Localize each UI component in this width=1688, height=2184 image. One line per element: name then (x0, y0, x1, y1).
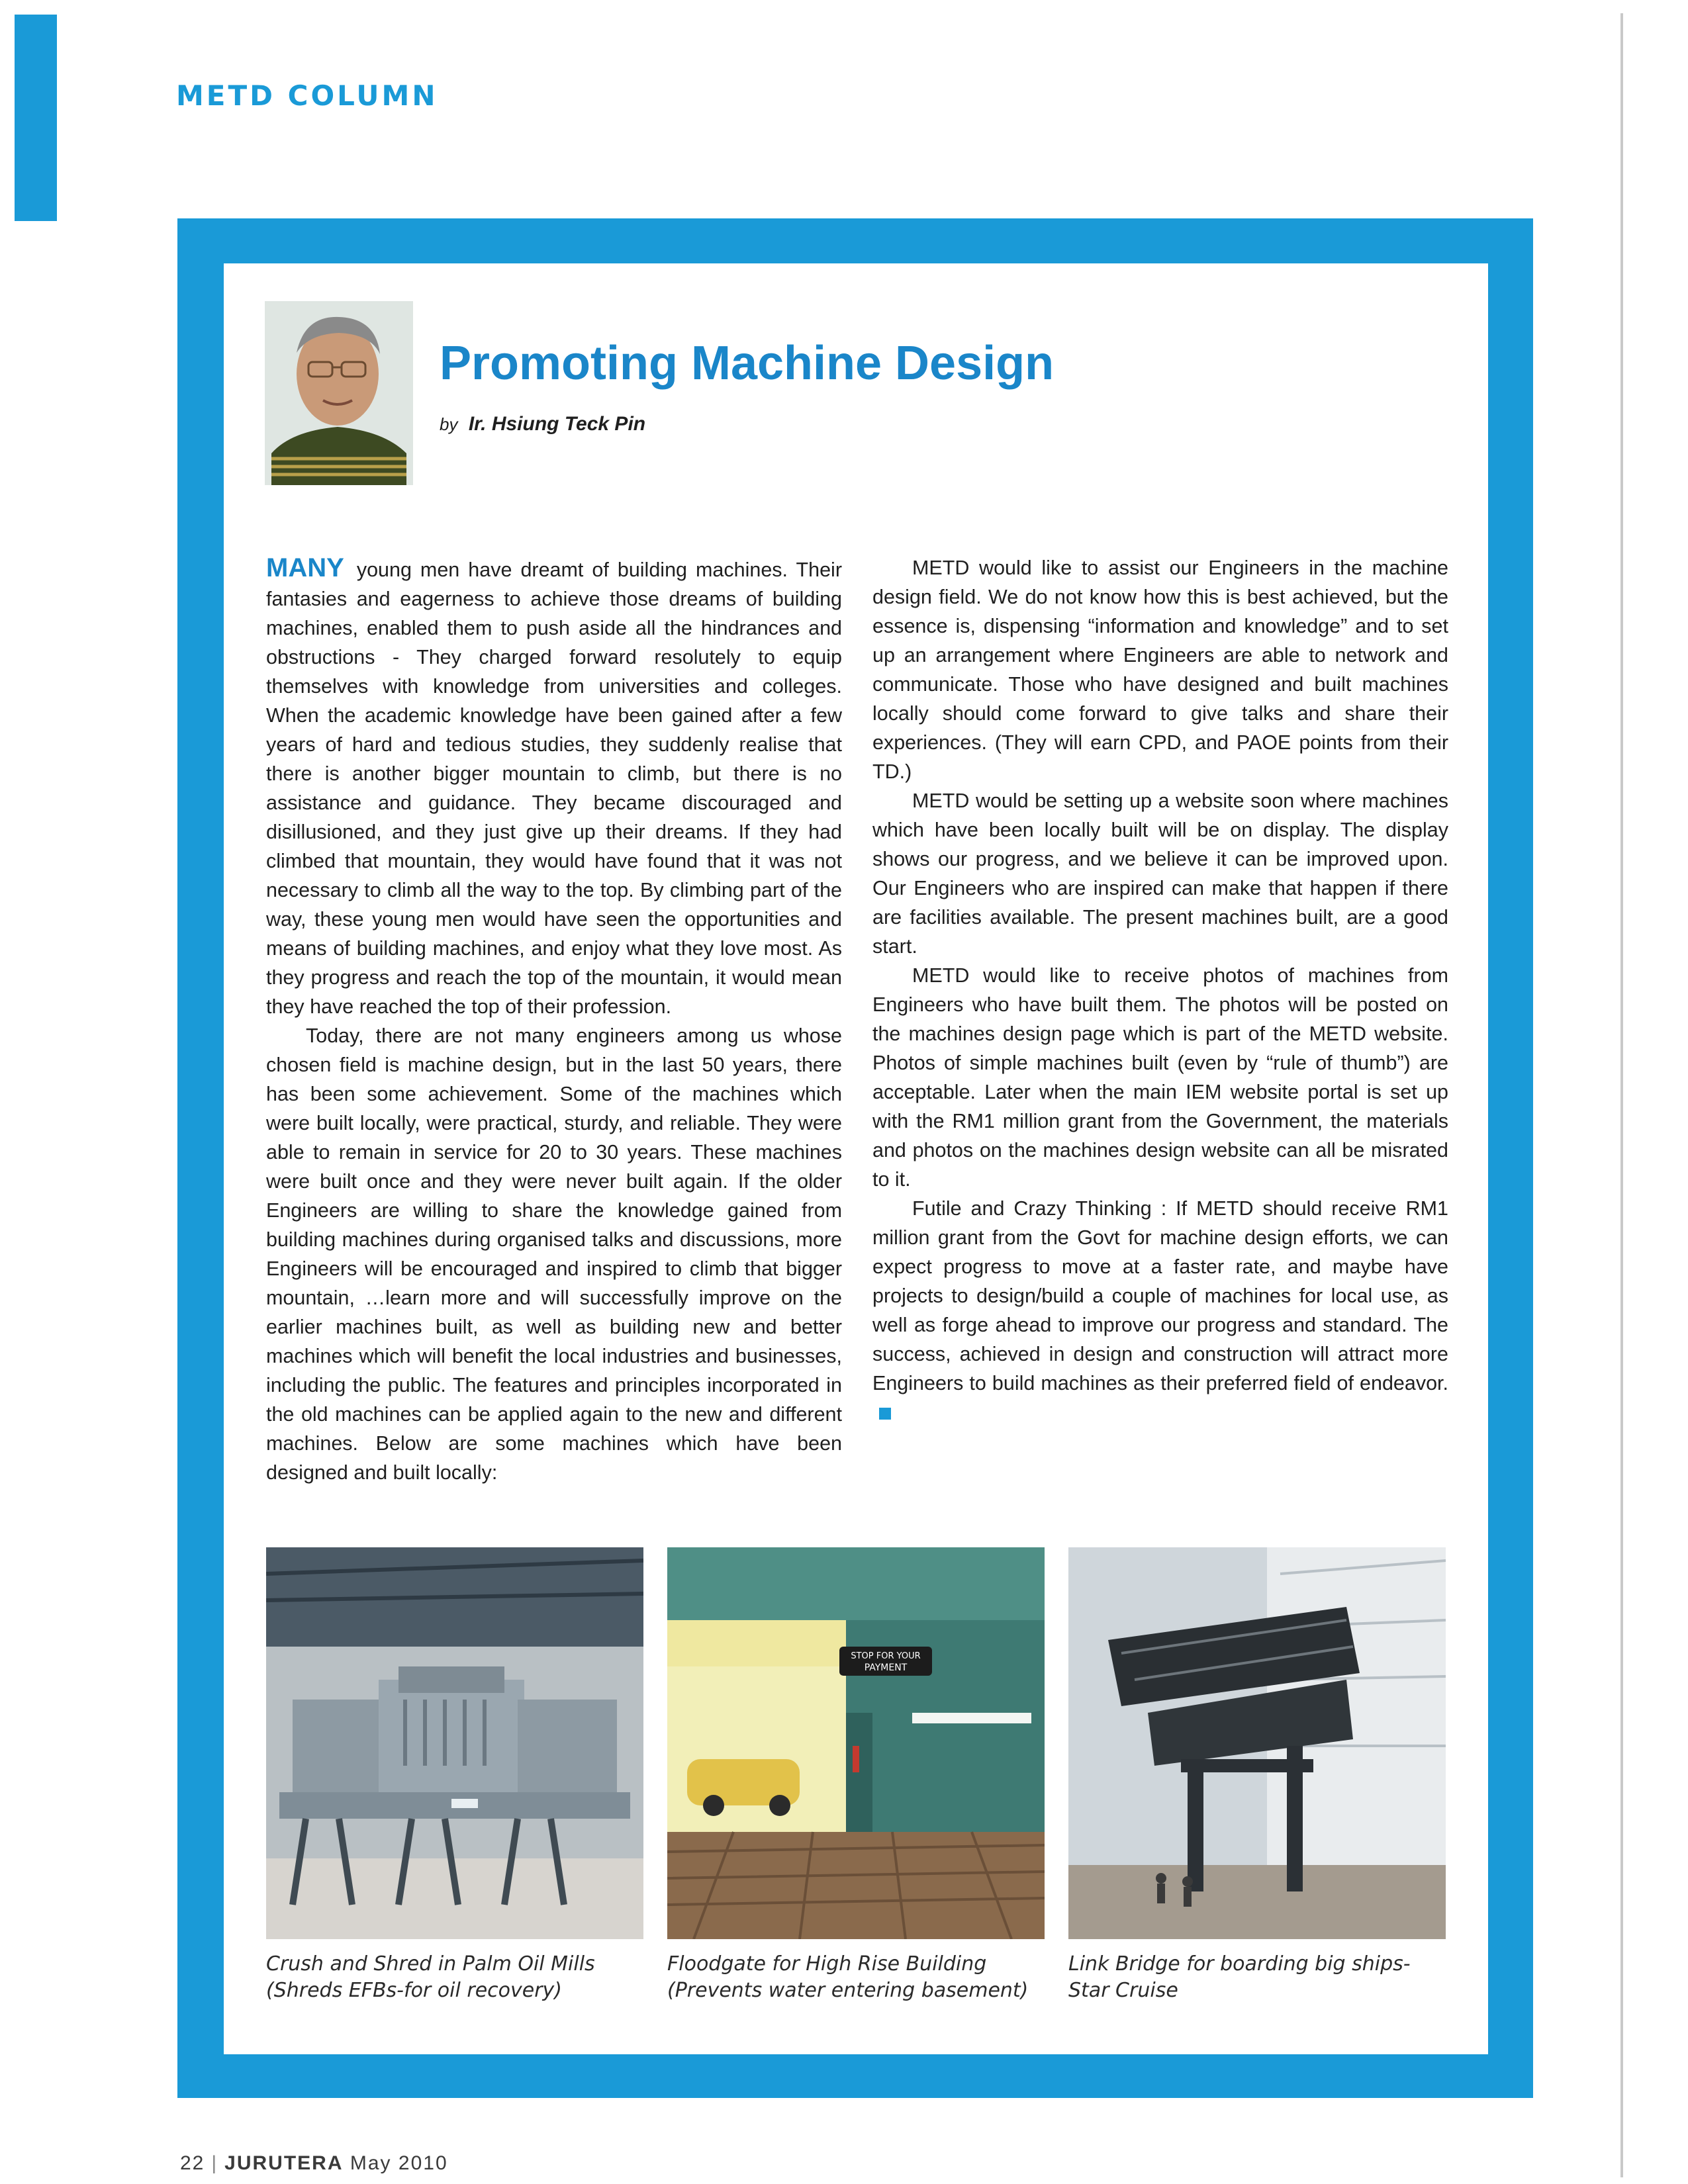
link-bridge-photo (1068, 1547, 1446, 1939)
sign-line: PAYMENT (864, 1662, 908, 1673)
issue-date: May 2010 (350, 2152, 448, 2174)
lead-word: MANY (266, 553, 344, 582)
paragraph: METD would like to assist our Engineers in the machine design field. We do not know how this is best achieved, but the essence is, dispensing “information and knowledge” and to set up an arrangement where Engineers are able to network and communicate. Those who have designed and built machines locally should come forward to give talks and share their experiences. (They will earn CPD, and PAOE points from their TD.) (872, 557, 1448, 783)
byline (440, 413, 645, 435)
author-photo (265, 301, 413, 485)
end-of-article-mark (879, 1408, 891, 1420)
figure-shredder (266, 1547, 643, 2004)
column-label: METD COLUMN (176, 79, 438, 112)
shredder-photo (266, 1547, 643, 1939)
author-name: Ir. Hsiung Teck Pin (468, 413, 646, 435)
caption-line: Star Cruise (1068, 1979, 1178, 2002)
caption-line: Link Bridge for boarding big ships- (1068, 1952, 1411, 1976)
paragraph (266, 553, 842, 1021)
paragraph: METD would like to receive photos of machines from Engineers who have built them. The photos will be posted on the machines design page which is part of the METD website. Photos of simple machines built (even by “rule of thumb”) are acceptable. Later when the main IEM website portal is set up with the RM1 million grant from the Government, the materials and photos on the machines design website can all be misrated to it. (872, 964, 1448, 1191)
page-footer (180, 2152, 448, 2175)
figure-caption (266, 1951, 643, 2004)
left-accent-bar (15, 15, 57, 221)
paragraph-text: Futile and Crazy Thinking : If METD should receive RM1 million grant from the Govt for machine design efforts, we can expect progress to move at a faster rate, and maybe have projects to design/build a couple of machines for local use, as well as forge ahead to improve our progress and standard. The success, achieved in design and construction will attract more Engineers to build machines as their preferred field of endeavor. (872, 1197, 1448, 1394)
caption-line: (Prevents water entering basement) (667, 1979, 1029, 2002)
footer-separator: | (211, 2152, 218, 2174)
figure-link-bridge (1068, 1547, 1446, 2004)
page-edge-line (1620, 13, 1623, 2177)
floodgate-photo (667, 1547, 1045, 1939)
caption-line: (Shreds EFBs-for oil recovery) (266, 1979, 562, 2002)
sign-line: STOP FOR YOUR (851, 1651, 921, 1661)
left-column (266, 553, 842, 1487)
figure-caption (667, 1951, 1045, 2004)
caption-line: Floodgate for High Rise Building (667, 1952, 987, 1976)
right-column (872, 553, 1448, 1427)
page-number: 22 (180, 2152, 205, 2174)
magazine-name: JURUTERA (224, 2152, 344, 2174)
figure-caption (1068, 1951, 1446, 2004)
figure-floodgate (667, 1547, 1045, 2004)
byline-by: by (440, 414, 458, 434)
article-title: Promoting Machine Design (440, 337, 1055, 390)
paragraph-text: young men have dreamt of building machines. Their fantasies and eagerness to achieve those dreams of building machines, enabled them to push aside all the hindrances and obstructions - They charged forward resolutely to equip themselves with knowledge from universities and colleges. When the academic knowledge have been gained after a few years of hard and tedious studies, they suddenly realise that there is another bigger mountain to climb, but there is no assistance and guidance. They became discouraged and disillusioned, and they just give up their dreams. If they had climbed that mountain, they would have found that it was not necessary to climb all the way to the top. By climbing part of the way, these young men would have seen the opportunities and means of building machines, and enjoy what they love most. As they progress and reach the top of the mountain, it would mean they have reached the top of their profession. (266, 559, 842, 1018)
paragraph (872, 1194, 1448, 1427)
paragraph: METD would be setting up a website soon where machines which have been locally built will be on display. The display shows our progress, and we believe it can be improved upon. Our Engineers who are inspired can make that happen if there are facilities available. The present machines built, are a good start. (872, 790, 1448, 958)
caption-line: Crush and Shred in Palm Oil Mills (266, 1952, 595, 1976)
paragraph: Today, there are not many engineers among us whose chosen field is machine design, but in the last 50 years, there has been some achievement. Some of the machines which were built locally, were practical, sturdy, and reliable. They were able to remain in service for 20 to 30 years. These machines were built once and they were never built again. If the older Engineers are willing to share the knowledge gained from building machines during organised talks and discussions, more Engineers will be encouraged and inspired to climb that bigger mountain, …learn more and will successfully improve on the earlier machines built, as well as building new and better machines which will benefit the local industries and businesses, including the public. The features and principles incorporated in the old machines can be applied again to the new and different machines. Below are some machines which have been designed and built locally: (266, 1024, 842, 1484)
article-panel (224, 263, 1488, 2054)
